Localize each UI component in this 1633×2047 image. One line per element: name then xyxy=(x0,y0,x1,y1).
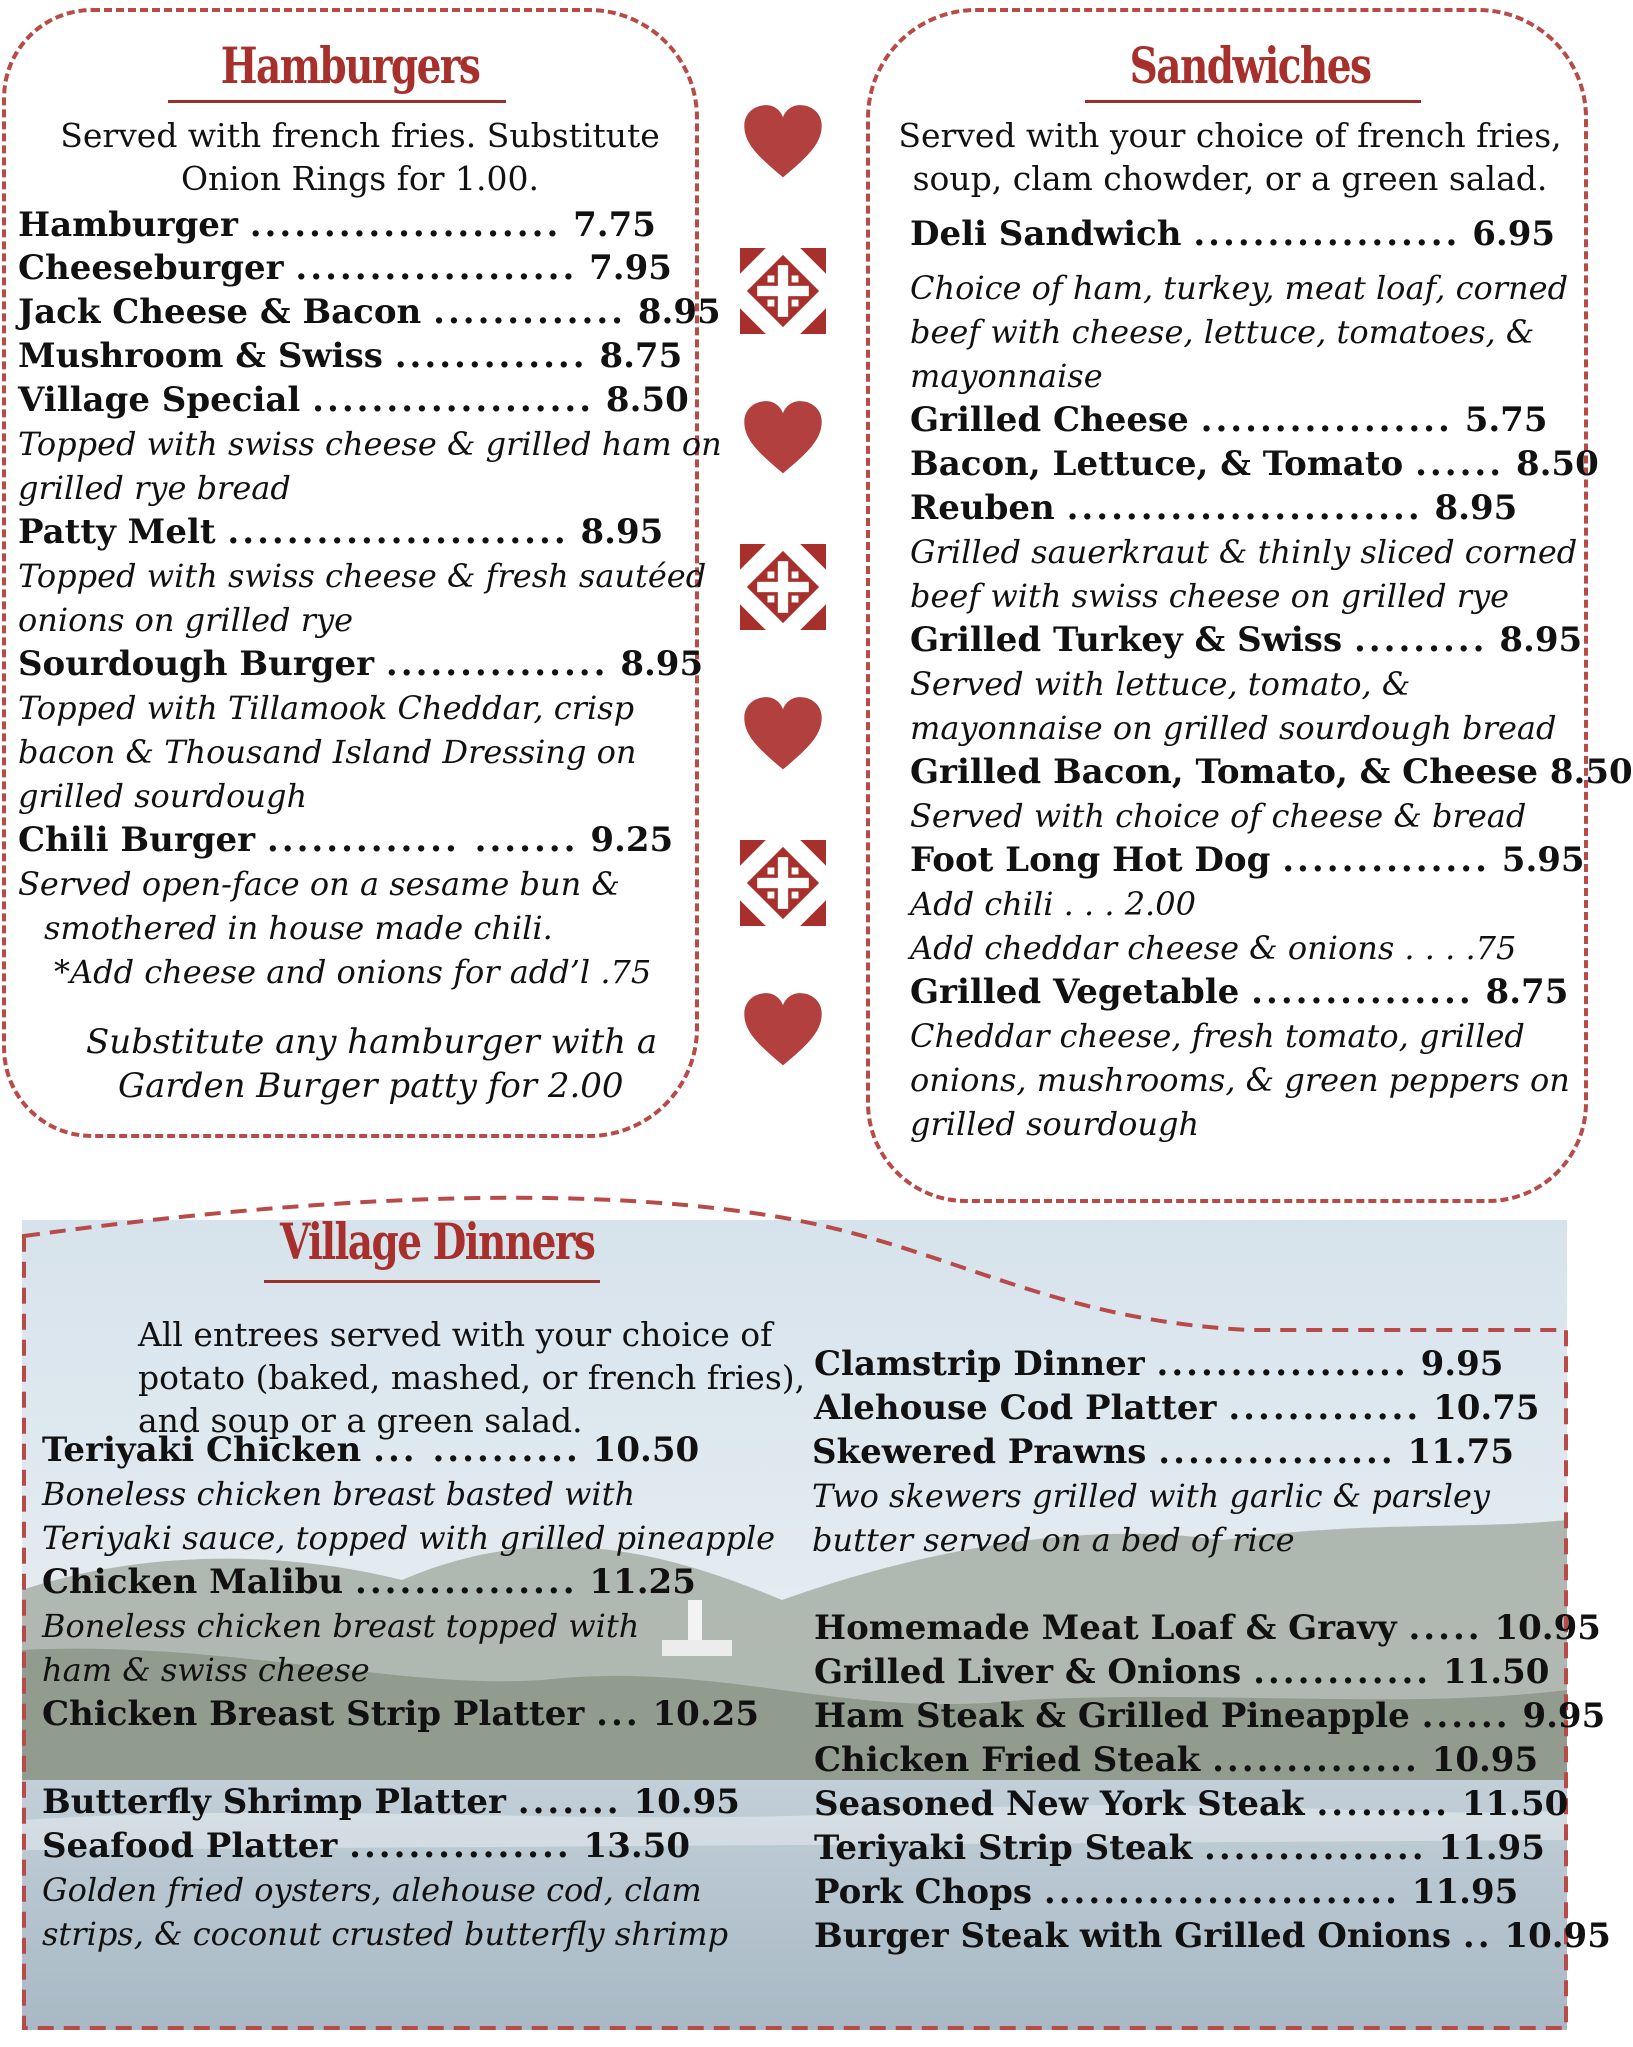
hamburgers-title: Hamburgers xyxy=(220,36,480,95)
item-name: Ham Steak & Grilled Pineapple xyxy=(814,1696,1410,1736)
item-name: Hamburger xyxy=(18,205,238,245)
sandwiches-intro-line: Served with your choice of french fries, xyxy=(898,116,1562,155)
item-price: 13.50 xyxy=(583,1826,690,1866)
menu-item-burger-steak-onions xyxy=(814,1914,1611,1958)
item-description: beef with swiss cheese on grilled rye xyxy=(910,577,1510,615)
item-description: mayonnaise xyxy=(910,357,1103,395)
item-description: *Add cheese and onions for add’l .75 xyxy=(54,953,652,991)
item-name: Clamstrip Dinner xyxy=(814,1344,1145,1384)
item-name: Teriyaki Strip Steak xyxy=(814,1828,1193,1868)
item-description: strips, & coconut crusted butterfly shrimp xyxy=(42,1915,729,1953)
item-description: Teriyaki sauce, topped with grilled pineapple xyxy=(42,1519,776,1557)
garden-burger-note: Substitute any hamburger with a xyxy=(86,1022,658,1062)
menu-item-chicken-malibu xyxy=(42,1560,696,1604)
item-name: Burger Steak with Grilled Onions xyxy=(814,1916,1452,1956)
menu-item-grilled-vegetable xyxy=(910,970,1568,1014)
item-name: Alehouse Cod Platter xyxy=(814,1388,1217,1428)
menu-item-new-york-steak xyxy=(814,1782,1568,1826)
item-name: Chicken Breast Strip Platter xyxy=(42,1694,585,1734)
menu-item-meat-loaf-gravy xyxy=(814,1606,1601,1650)
menu-item-pork-chops xyxy=(814,1870,1518,1914)
menu-item-reuben xyxy=(910,486,1517,530)
item-description: beef with cheese, lettuce, tomatoes, & xyxy=(910,313,1535,351)
item-dots: .............. xyxy=(1212,1740,1420,1780)
menu-item-sourdough-burger xyxy=(18,642,703,686)
item-price: 5.95 xyxy=(1501,840,1585,880)
item-name: Cheeseburger xyxy=(18,248,284,288)
item-description: Choice of ham, turkey, meat loaf, corned xyxy=(910,269,1569,307)
item-price: 11.50 xyxy=(1442,1652,1550,1692)
menu-item-foot-long-hot-dog xyxy=(910,838,1585,882)
item-dots: ................... xyxy=(312,380,595,420)
item-dots: ................. xyxy=(1200,400,1453,440)
sandwiches-title-rule xyxy=(1085,100,1421,103)
item-dots: ................. xyxy=(1156,1344,1409,1384)
item-price: 8.75 xyxy=(1485,972,1569,1012)
item-name: Grilled Bacon, Tomato, & Cheese xyxy=(910,752,1538,792)
item-dots: ....................... xyxy=(227,512,569,552)
item-price: 10.50 xyxy=(592,1430,700,1470)
item-dots: .................. xyxy=(1193,214,1461,254)
item-description: butter served on a bed of rice xyxy=(812,1521,1295,1559)
quilt-block-icon xyxy=(740,840,826,926)
item-name: Grilled Vegetable xyxy=(910,972,1240,1012)
item-description: smothered in house made chili. xyxy=(44,909,553,947)
item-dots: ........................ xyxy=(1043,1872,1400,1912)
item-description: Boneless chicken breast topped with xyxy=(42,1607,640,1645)
item-price: 10.95 xyxy=(1494,1608,1601,1648)
item-name: Skewered Prawns xyxy=(812,1432,1147,1472)
item-dots: ............. xyxy=(394,336,588,376)
menu-item-grilled-btc xyxy=(910,750,1633,794)
item-description: Grilled sauerkraut & thinly sliced corned xyxy=(910,533,1578,571)
menu-item-blt xyxy=(910,442,1599,486)
menu-item-alehouse-cod-platter xyxy=(814,1386,1540,1430)
hamburgers-intro xyxy=(20,114,700,200)
item-price: 11.95 xyxy=(1411,1872,1519,1912)
item-name: Foot Long Hot Dog xyxy=(910,840,1271,880)
item-price: 8.95 xyxy=(620,644,704,684)
item-description: Topped with swiss cheese & grilled ham on xyxy=(18,425,722,463)
item-description: grilled sourdough xyxy=(18,777,308,815)
menu-item-village-special xyxy=(18,378,689,422)
item-description: grilled rye bread xyxy=(18,469,291,507)
item-name: Bacon, Lettuce, & Tomato xyxy=(910,444,1404,484)
item-name: Grilled Cheese xyxy=(910,400,1189,440)
menu-item-grilled-cheese xyxy=(910,398,1548,442)
item-name: Grilled Turkey & Swiss xyxy=(910,620,1343,660)
sandwiches-intro xyxy=(880,114,1580,200)
hamburgers-intro-line: Onion Rings for 1.00. xyxy=(181,159,539,198)
hamburgers-title-rule xyxy=(168,100,506,103)
menu-item-butterfly-shrimp-platter xyxy=(42,1780,740,1824)
item-price: 11.50 xyxy=(1461,1784,1569,1824)
item-description: Served open-face on a sesame bun & xyxy=(18,865,620,903)
dinners-intro-line: potato (baked, mashed, or french fries), xyxy=(138,1358,806,1397)
item-description: Cheddar cheese, fresh tomato, grilled xyxy=(910,1017,1525,1055)
item-price: 10.95 xyxy=(1431,1740,1539,1780)
item-name: Sourdough Burger xyxy=(18,644,375,684)
item-price: 9.25 xyxy=(590,820,674,860)
item-dots: ...... xyxy=(1421,1696,1511,1736)
heart-icon xyxy=(740,692,826,778)
item-dots: ..... xyxy=(1408,1608,1483,1648)
item-name: Seafood Platter xyxy=(42,1826,338,1866)
item-name: Village Special xyxy=(18,380,301,420)
item-price: 10.95 xyxy=(633,1782,740,1822)
item-name: Chicken Malibu xyxy=(42,1562,344,1602)
item-dots: ............... xyxy=(354,1562,578,1602)
menu-item-teriyaki-strip-steak xyxy=(814,1826,1545,1870)
item-dots: .. xyxy=(1462,1916,1493,1956)
item-name: Chicken Fried Steak xyxy=(814,1740,1201,1780)
heart-icon xyxy=(740,988,826,1074)
item-price: 8.95 xyxy=(1499,620,1583,660)
item-price: 9.95 xyxy=(1420,1344,1504,1384)
hamburgers-intro-line: Served with french fries. Substitute xyxy=(60,116,660,155)
item-price: 11.75 xyxy=(1407,1432,1514,1472)
dinners-title: Village Dinners xyxy=(280,1212,595,1271)
heart-icon xyxy=(740,100,826,186)
item-description: onions, mushrooms, & green peppers on xyxy=(910,1061,1570,1099)
item-price: 8.75 xyxy=(599,336,683,376)
item-price: 8.50 xyxy=(1549,752,1633,792)
item-price: 11.25 xyxy=(589,1562,696,1602)
dinners-title-rule xyxy=(264,1280,600,1283)
item-price: 10.95 xyxy=(1504,1916,1611,1956)
item-name: Reuben xyxy=(910,488,1055,528)
item-price: 8.95 xyxy=(1434,488,1518,528)
item-dots: ............... xyxy=(385,644,609,684)
item-name: Homemade Meat Loaf & Gravy xyxy=(814,1608,1397,1648)
garden-burger-note: Garden Burger patty for 2.00 xyxy=(118,1066,624,1106)
item-description: onions on grilled rye xyxy=(18,601,354,639)
menu-item-grilled-turkey-swiss xyxy=(910,618,1582,662)
item-description: Boneless chicken breast basted with xyxy=(42,1475,636,1513)
item-description: Topped with Tillamook Cheddar, crisp xyxy=(18,689,635,727)
item-dots: ..................... xyxy=(249,205,562,245)
item-name: Deli Sandwich xyxy=(910,214,1182,254)
item-description: grilled sourdough xyxy=(910,1105,1200,1143)
item-dots: ............ xyxy=(1253,1652,1432,1692)
quilt-block-icon xyxy=(740,544,826,630)
item-name: Butterfly Shrimp Platter xyxy=(42,1782,506,1822)
item-price: 8.50 xyxy=(605,380,689,420)
dinners-intro xyxy=(138,1313,838,1442)
item-description: ham & swiss cheese xyxy=(42,1651,370,1689)
item-dots: ...... xyxy=(1415,444,1505,484)
dinners-intro-line: and soup or a green salad. xyxy=(138,1401,583,1440)
item-price: 9.95 xyxy=(1522,1696,1606,1736)
item-price: 7.95 xyxy=(589,248,672,288)
sandwiches-title: Sandwiches xyxy=(1129,36,1371,95)
item-dots: ................ xyxy=(1158,1432,1396,1472)
menu-item-chicken-fried-steak xyxy=(814,1738,1538,1782)
item-dots: ... .......... xyxy=(373,1430,581,1470)
item-dots: ............... xyxy=(349,1826,572,1866)
item-description: Add chili . . . 2.00 xyxy=(910,885,1196,923)
item-description: Two skewers grilled with garlic & parsley xyxy=(812,1477,1490,1515)
item-name: Grilled Liver & Onions xyxy=(814,1652,1242,1692)
item-name: Patty Melt xyxy=(18,512,216,552)
menu-item-chicken-breast-strip-platter xyxy=(42,1692,759,1736)
item-dots: ........................ xyxy=(1066,488,1423,528)
item-dots: ............. ....... xyxy=(266,820,579,860)
menu-item-mushroom-swiss xyxy=(18,334,682,378)
quilt-block-icon xyxy=(740,248,826,334)
item-dots: ............. xyxy=(433,292,627,332)
item-name: Teriyaki Chicken xyxy=(42,1430,362,1470)
item-dots: .............. xyxy=(1282,840,1490,880)
item-description: Served with lettuce, tomato, & xyxy=(910,665,1411,703)
item-price: 6.95 xyxy=(1472,214,1556,254)
menu-item-seafood-platter xyxy=(42,1824,690,1868)
item-description: Served with choice of cheese & bread xyxy=(910,797,1527,835)
item-name: Chili Burger xyxy=(18,820,256,860)
menu-item-hamburger xyxy=(18,203,656,247)
item-description: Golden fried oysters, alehouse cod, clam xyxy=(42,1871,702,1909)
item-dots: ......... xyxy=(1353,620,1488,660)
menu-item-teriyaki-chicken xyxy=(42,1428,699,1472)
menu-item-chili-burger xyxy=(18,818,673,862)
item-dots: ................... xyxy=(295,248,578,288)
dinners-intro-line: All entrees served with your choice of xyxy=(138,1315,773,1354)
item-dots: ............. xyxy=(1228,1388,1422,1428)
menu-item-ham-steak-pineapple xyxy=(814,1694,1605,1738)
item-price: 5.75 xyxy=(1464,400,1548,440)
item-dots: ....... xyxy=(517,1782,622,1822)
item-dots: ............... xyxy=(1251,972,1474,1012)
heart-icon xyxy=(740,396,826,482)
item-price: 8.95 xyxy=(580,512,664,552)
item-name: Seasoned New York Steak xyxy=(814,1784,1305,1824)
menu-item-deli-sandwich xyxy=(910,212,1555,256)
menu-item-patty-melt xyxy=(18,510,663,554)
item-price: 7.75 xyxy=(573,205,656,245)
menu-item-liver-onions xyxy=(814,1650,1549,1694)
item-price: 11.95 xyxy=(1438,1828,1545,1868)
item-name: Jack Cheese & Bacon xyxy=(18,292,422,332)
item-price: 8.50 xyxy=(1515,444,1599,484)
item-name: Pork Chops xyxy=(814,1872,1033,1912)
item-price: 8.95 xyxy=(637,292,721,332)
item-description: bacon & Thousand Island Dressing on xyxy=(18,733,637,771)
sandwiches-intro-line: soup, clam chowder, or a green salad. xyxy=(912,159,1548,198)
menu-item-skewered-prawns xyxy=(812,1430,1514,1474)
item-dots: ............... xyxy=(1203,1828,1427,1868)
item-price: 10.25 xyxy=(652,1694,759,1734)
item-dots: ......... xyxy=(1316,1784,1450,1824)
item-description: Add cheddar cheese & onions . . . .75 xyxy=(910,929,1517,967)
item-description: Topped with swiss cheese & fresh sautéed xyxy=(18,557,707,595)
menu-item-clamstrip-dinner xyxy=(814,1342,1503,1386)
menu-item-cheeseburger xyxy=(18,246,672,290)
item-price: 10.75 xyxy=(1433,1388,1540,1428)
item-name: Mushroom & Swiss xyxy=(18,336,383,376)
menu-item-jack-cheese-bacon xyxy=(18,290,721,334)
item-description: mayonnaise on grilled sourdough bread xyxy=(910,709,1557,747)
item-dots: ... xyxy=(596,1694,641,1734)
